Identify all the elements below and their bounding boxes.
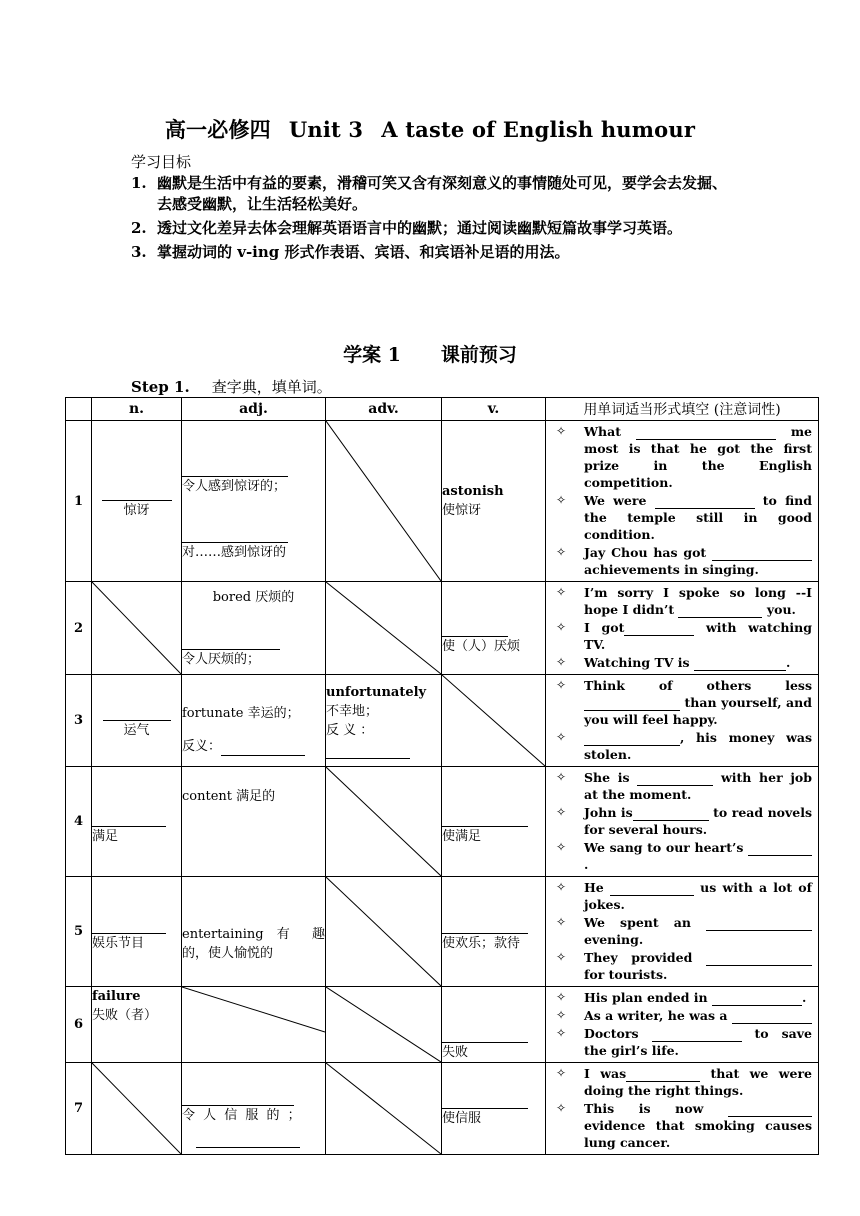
objective-item: 2. 透过文化差异去体会理解英语语言中的幽默；通过阅读幽默短篇故事学习英语。 (131, 219, 683, 237)
answer-blank[interactable] (712, 548, 812, 561)
header-adj: adj. (182, 398, 326, 421)
table-row: 4 满足 content 满足的 使满足 ✧ She is with her job at the moment. ✧ John is to read novels for several hours. ✧ We sang to our heart’s . (66, 767, 819, 877)
answer-blank[interactable] (103, 706, 171, 721)
answer-blank[interactable] (748, 843, 812, 856)
objectives-heading: 学习目标 (131, 153, 192, 171)
verb-cell: 使欢乐；款待 (442, 877, 546, 987)
answer-blank[interactable] (221, 741, 305, 756)
objective-item: 1. 幽默是生活中有益的要素，滑稽可笑又含有深刻意义的事情随处可见，要学会去发掘、去感受幽默，让生活轻松美好。 (131, 174, 728, 213)
sentence-item: ✧ We were to find the temple still in good condition. (556, 493, 812, 542)
header-adv: adv. (326, 398, 442, 421)
fill-in-cell (546, 1063, 819, 1155)
table-header-row (66, 398, 819, 421)
sentence-item: ✧ We sang to our heart’s . (552, 839, 812, 873)
answer-blank[interactable] (92, 812, 166, 827)
title-unit: Unit 3 (288, 117, 364, 142)
header-noun: n. (92, 398, 182, 421)
table-row: 7 令 人 信 服 的 ； 使信服 ✧ I was that we were doing the right things. ✧ This is now evidence that smoking causes lung cancer. (66, 1063, 819, 1155)
sentence-item: ✧ Jay Chou has got achievements in singing. (552, 544, 812, 578)
answer-blank[interactable] (610, 883, 694, 896)
answer-blank[interactable] (182, 528, 288, 543)
sentence-item: ✧ She is with her job at the moment. (556, 770, 812, 802)
fill-in-cell (546, 767, 819, 877)
answer-blank[interactable] (706, 953, 812, 966)
sentence-item: ✧ I was that we were doing the right things. (556, 1066, 812, 1098)
header-fill-in: 用单词适当形式填空 (注意词性) (546, 398, 819, 421)
section-title: 学案 1 课前预习 (343, 344, 517, 366)
sentence-item: ✧ Think of others less than yourself, and you will feel happy. (556, 678, 812, 727)
answer-blank[interactable] (442, 812, 528, 827)
answer-blank[interactable] (442, 1028, 528, 1043)
table-row: 6 failure 失败（者） 失败 ✧ His plan ended in . ✧ As a writer, he was a ✧ Doctors to save the girl’s life. (66, 987, 819, 1063)
answer-blank[interactable] (633, 808, 709, 821)
sentence-item: ✧ John is to read novels for several hours. (556, 805, 812, 837)
adj-cell: 令人感到惊讶的； 对……感到惊讶的 (182, 421, 326, 582)
answer-blank[interactable] (182, 1091, 294, 1106)
answer-blank[interactable] (102, 486, 172, 501)
answer-blank[interactable] (626, 1069, 700, 1082)
noun-cell: failure 失败（者） (92, 987, 182, 1063)
adv-cell: unfortunately 不幸地； 反 义 ： (326, 675, 442, 767)
noun-cell: 运气 (92, 675, 182, 767)
answer-blank[interactable] (694, 658, 786, 671)
answer-blank[interactable] (637, 773, 713, 786)
answer-blank[interactable] (706, 918, 812, 931)
sentence-item: ✧ As a writer, he was a (552, 1007, 812, 1024)
answer-blank[interactable] (732, 1011, 812, 1024)
adj-cell-empty (182, 987, 326, 1063)
verb-cell: 失败 (442, 987, 546, 1063)
noun-cell: 满足 (92, 767, 182, 877)
answer-blank[interactable] (442, 1094, 528, 1109)
adv-cell-empty (326, 421, 442, 582)
adv-cell-empty (326, 1063, 442, 1155)
noun-cell: 娱乐节目 (92, 877, 182, 987)
fill-in-cell (546, 421, 819, 582)
answer-blank[interactable] (712, 993, 802, 1006)
adv-cell-empty (326, 582, 442, 675)
sentence-item: ✧ I’m sorry I spoke so long --I hope I didn’t you. (556, 585, 812, 617)
sentence-item: ✧ He us with a lot of jokes. (556, 880, 813, 912)
answer-blank[interactable] (326, 744, 410, 759)
answer-blank[interactable] (624, 623, 694, 636)
answer-blank[interactable] (678, 605, 762, 618)
answer-blank[interactable] (652, 1029, 742, 1042)
fill-in-cell (546, 675, 819, 767)
verb-cell: 使满足 (442, 767, 546, 877)
verb-cell-empty (442, 675, 546, 767)
answer-blank[interactable] (196, 1133, 300, 1148)
answer-blank[interactable] (584, 733, 680, 746)
adv-cell-empty (326, 987, 442, 1063)
answer-blank[interactable] (636, 427, 776, 440)
adj-cell: 令 人 信 服 的 ； (182, 1063, 326, 1155)
fill-in-cell (546, 582, 819, 675)
adj-cell: fortunate 幸运的； 反义： (182, 675, 326, 767)
adv-cell-empty (326, 767, 442, 877)
answer-blank[interactable] (442, 919, 528, 934)
sentence-item: ✧ His plan ended in . (556, 990, 807, 1005)
answer-blank[interactable] (442, 622, 508, 637)
page-title (0, 114, 860, 144)
objective-item: 3. 掌握动词的 v-ing 形式作表语、宾语、和宾语补足语的用法。 (131, 243, 570, 261)
sentence-item: ✧ We spent an evening. (552, 914, 812, 948)
verb-cell: astonish 使惊讶 (442, 421, 546, 582)
table-row: 3 运气 fortunate 幸运的； 反义： unfortunately 不幸地； 反 义 ： ✧ Think of others less than yourself, and you will feel happy. ✧ , his money was stolen. (66, 675, 819, 767)
step-instruction: Step 1. 查字典，填单词。 (131, 378, 332, 396)
adv-cell-empty (326, 877, 442, 987)
sentence-item: ✧ Watching TV is . (556, 655, 791, 670)
sentence-item: ✧ What me most is that he got the first prize in the English competition. (556, 424, 812, 490)
answer-blank[interactable] (182, 635, 280, 650)
noun-cell-empty (92, 582, 182, 675)
sentence-item: ✧ , his money was stolen. (556, 730, 812, 762)
adj-cell: content 满足的 (182, 767, 326, 877)
noun-cell: 惊讶 (92, 421, 182, 582)
answer-blank[interactable] (655, 496, 755, 509)
sentence-item: ✧ They provided for tourists. (552, 949, 812, 983)
title-course: 高一必修四 (164, 117, 271, 142)
verb-cell: 使信服 (442, 1063, 546, 1155)
title-topic: A taste of English humour (381, 117, 696, 142)
adj-cell: entertaining 有 趣 的，使人愉悦的 (182, 877, 326, 987)
sentence-item: ✧ Doctors to save the girl’s life. (556, 1026, 812, 1058)
fill-in-cell (546, 987, 819, 1063)
vocabulary-table (65, 397, 819, 1155)
adj-cell: bored 厌烦的 令人厌烦的； (182, 582, 326, 675)
answer-blank[interactable] (584, 698, 680, 711)
header-verb: v. (442, 398, 546, 421)
table-row: 2 bored 厌烦的 令人厌烦的； 使（人）厌烦 ✧ I’m sorry I spoke so long --I hope I didn’t you. ✧ I got with watching TV. ✧ Watching TV is . (66, 582, 819, 675)
verb-cell: 使（人）厌烦 (442, 582, 546, 675)
noun-cell-empty (92, 1063, 182, 1155)
answer-blank[interactable] (182, 462, 288, 477)
answer-blank[interactable] (728, 1104, 812, 1117)
table-row: 1 惊讶 令人感到惊讶的； 对……感到惊讶的 astonish 使惊讶 ✧ What me most is that he got the first prize in the English competition. ✧ We were to find the temple still in good condition. ✧ Jay Chou has got achievements in singing. (66, 421, 819, 582)
sentence-item: ✧ I got with watching TV. (556, 620, 812, 652)
fill-in-cell (546, 877, 819, 987)
sentence-item: ✧ This is now evidence that smoking causes lung cancer. (556, 1101, 812, 1150)
table-row: 5 娱乐节目 entertaining 有 趣 的，使人愉悦的 使欢乐；款待 ✧ He us with a lot of jokes. ✧ We spent an evening. ✧ They provided for tourists. (66, 877, 819, 987)
answer-blank[interactable] (92, 919, 166, 934)
objectives-list (131, 173, 741, 266)
